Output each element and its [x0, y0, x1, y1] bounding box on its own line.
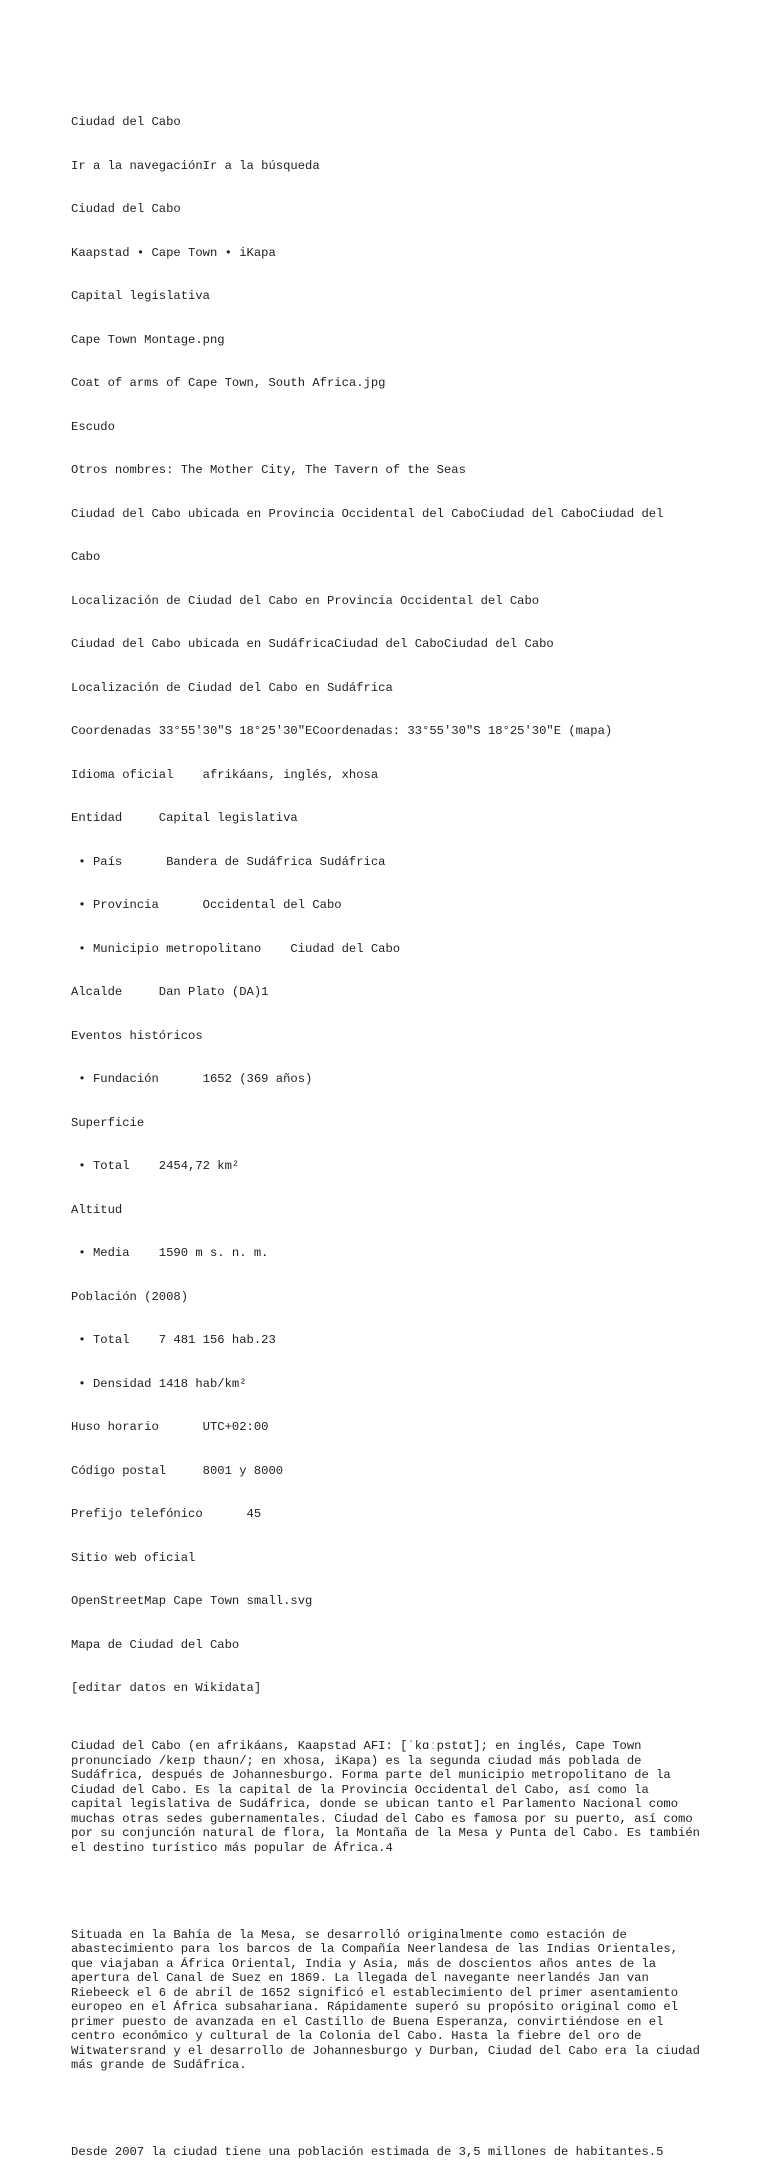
population-density-row: • Densidad 1418 hab/km² — [71, 1376, 247, 1391]
page-title: Ciudad del Cabo — [71, 115, 181, 129]
time-zone-row: Huso horario UTC+02:00 — [71, 1420, 269, 1434]
location-map-country: Ciudad del Cabo ubicada en SudáfricaCiudad del CaboCiudad del Cabo — [71, 637, 554, 651]
phone-prefix-row: Prefijo telefónico 45 — [71, 1507, 262, 1521]
location-caption-province: Localización de Ciudad del Cabo en Provincia Occidental del Cabo — [71, 593, 540, 608]
altitude-mean-row: • Media 1590 m s. n. m. — [71, 1246, 269, 1260]
coat-of-arms-image-alt: Coat of arms of Cape Town, South Africa.jpg — [71, 376, 386, 390]
edit-wikidata-link[interactable]: [editar datos en Wikidata] — [71, 1681, 262, 1695]
coordinates: Coordenadas 33°55′30″S 18°25′30″ECoordenadas: 33°55′30″S 18°25′30″E (mapa) — [71, 724, 613, 738]
history-paragraph: Situada en la Bahía de la Mesa, se desarrolló originalmente como estación de abastecimiento para los barcos de la Compañía Neerlandesa de las Indias Orientales, que viajaban a África Oriental, India y Asia, más de doscientos años antes de la apertura del Canal de Suez en 1869. La llegada del navegante neerlandés Jan van Riebeeck el 6 de abril de 1652 significó el establecimiento del primer asentamiento europeo en el África subsahariana. Rápidamente superó su propósito original como el primer puesto de avanzada en el Castillo de Buena Esperanza, convirtiéndose en el centro económico y cultural de la Colonia del Cabo. Hasta la fiebre del oro de Witwatersrand y el desarrollo de Johannesburgo y Durban, Ciudad del Cabo era la ciudad más grande de Sudáfrica. — [71, 1927, 700, 2072]
area-heading: Superficie — [71, 1115, 145, 1130]
municipality-row: • Municipio metropolitano Ciudad del Cabo — [71, 941, 401, 956]
historical-events-heading: Eventos históricos — [71, 1028, 203, 1043]
official-website[interactable]: Sitio web oficial — [71, 1550, 196, 1565]
location-map-province: Ciudad del Cabo ubicada en Provincia Occidental del CaboCiudad del CaboCiudad del — [71, 506, 664, 521]
other-names: Otros nombres: The Mother City, The Tavern of the Seas — [71, 463, 466, 477]
intro-paragraph: Ciudad del Cabo (en afrikáans, Kaapstad AFI: [ˈkɑːpstɑt]; en inglés, Cape Town pronunciado /keɪp thaʊn/; en xhosa, iKapa) es la segunda ciudad más poblada de Sudáfrica, después de Johannesburgo. Forma parte del municipio metropolitano de la Ciudad del Cabo. Es la capital de la Provincia Occidental del Cabo, así como la capital legislativa de Sudáfrica, donde se ubican tanto el Parlamento Nacional como muchas otras sedes gubernamentales. Ciudad del Cabo es famosa por su puerto, así como por su conjunción natural de flora, la Montaña de la Mesa y Punta del Cabo. Es también el destino turístico más popular de África.4 — [71, 1739, 700, 1855]
montage-image-alt: Cape Town Montage.png — [71, 332, 225, 347]
population-heading: Población (2008) — [71, 1289, 189, 1304]
infobox-native-names: Kaapstad • Cape Town • iKapa — [71, 245, 276, 260]
paragraph-gap — [71, 2102, 701, 2117]
osm-map-image-alt: OpenStreetMap Cape Town small.svg — [71, 1594, 313, 1608]
navigation-links[interactable]: Ir a la navegaciónIr a la búsqueda — [71, 158, 320, 173]
population-total-row: • Total 7 481 156 hab.23 — [71, 1333, 276, 1347]
paragraph-gap — [71, 1884, 701, 1899]
population-paragraph: Desde 2007 la ciudad tiene una población estimada de 3,5 millones de habitantes.5 — [71, 2145, 664, 2159]
location-map-province-cont: Cabo — [71, 550, 101, 564]
area-total-row: • Total 2454,72 km² — [71, 1159, 240, 1173]
province-row: • Provincia Occidental del Cabo — [71, 898, 342, 912]
location-caption-country: Localización de Ciudad del Cabo en Sudáfrica — [71, 680, 393, 695]
infobox-subtitle: Capital legislativa — [71, 289, 210, 303]
official-language-row: Idioma oficial afrikáans, inglés, xhosa — [71, 767, 379, 782]
country-row: • País Bandera de Sudáfrica Sudáfrica — [71, 854, 386, 869]
entity-row: Entidad Capital legislativa — [71, 811, 298, 825]
coat-of-arms-caption: Escudo — [71, 419, 115, 434]
postal-code-row: Código postal 8001 y 8000 — [71, 1463, 284, 1478]
altitude-heading: Altitud — [71, 1202, 123, 1217]
document-body — [71, 86, 701, 2174]
foundation-row: • Fundación 1652 (369 años) — [71, 1072, 313, 1086]
infobox-title: Ciudad del Cabo — [71, 202, 181, 216]
map-caption: Mapa de Ciudad del Cabo — [71, 1637, 240, 1652]
mayor-row: Alcalde Dan Plato (DA)1 — [71, 985, 269, 999]
